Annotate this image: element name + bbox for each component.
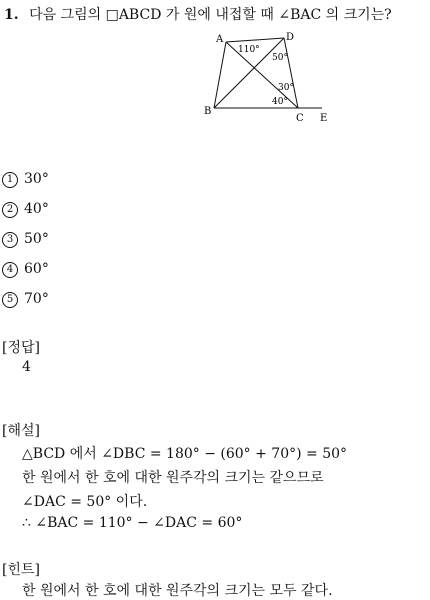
question-text: 다음 그림의 □ABCD 가 원에 내접할 때 ∠BAC 의 크기는?: [29, 7, 392, 23]
choice-2-text: 40°: [24, 201, 49, 217]
label-E: E: [320, 113, 328, 124]
explanation-line-1: △BCD 에서 ∠DBC = 180° − (60° + 70°) = 50°: [22, 446, 348, 462]
choice-2[interactable]: [2, 201, 49, 218]
choice-5-mark: 5: [2, 292, 18, 308]
explanation-line-4: ∴ ∠BAC = 110° − ∠DAC = 60°: [22, 515, 243, 531]
label-B: B: [204, 106, 212, 117]
choice-4[interactable]: [2, 261, 49, 278]
choice-3-text: 50°: [24, 231, 49, 247]
angle-40: 40°: [272, 97, 288, 107]
angle-50: 50°: [272, 53, 288, 63]
choice-2-mark: 2: [2, 202, 18, 218]
geometry-figure: [200, 28, 340, 124]
label-C: C: [296, 113, 304, 124]
choice-3[interactable]: [2, 231, 49, 248]
choice-3-mark: 3: [2, 232, 18, 248]
explanation-header: [해설]: [2, 423, 40, 439]
hint-header: [힌트]: [2, 562, 40, 578]
question: [4, 4, 392, 24]
angle-30: 30°: [278, 83, 294, 93]
label-A: A: [216, 34, 224, 45]
choice-5[interactable]: [2, 291, 49, 308]
question-number: 1.: [4, 7, 19, 23]
choice-4-text: 60°: [24, 261, 49, 277]
choice-4-mark: 4: [2, 262, 18, 278]
answer-header: [정답]: [2, 340, 40, 356]
label-D: D: [286, 32, 295, 43]
choice-1[interactable]: [2, 171, 49, 188]
explanation-line-3: ∠DAC = 50° 이다.: [22, 494, 148, 510]
answer-value: 4: [22, 359, 31, 375]
choice-5-text: 70°: [24, 291, 49, 307]
angle-110: 110°: [238, 45, 260, 55]
explanation-line-2: 한 원에서 한 호에 대한 원주각의 크기는 같으므로: [22, 470, 324, 486]
choice-1-text: 30°: [24, 171, 49, 187]
choice-1-mark: 1: [2, 172, 18, 188]
hint-text: 한 원에서 한 호에 대한 원주각의 크기는 모두 같다.: [22, 583, 333, 599]
